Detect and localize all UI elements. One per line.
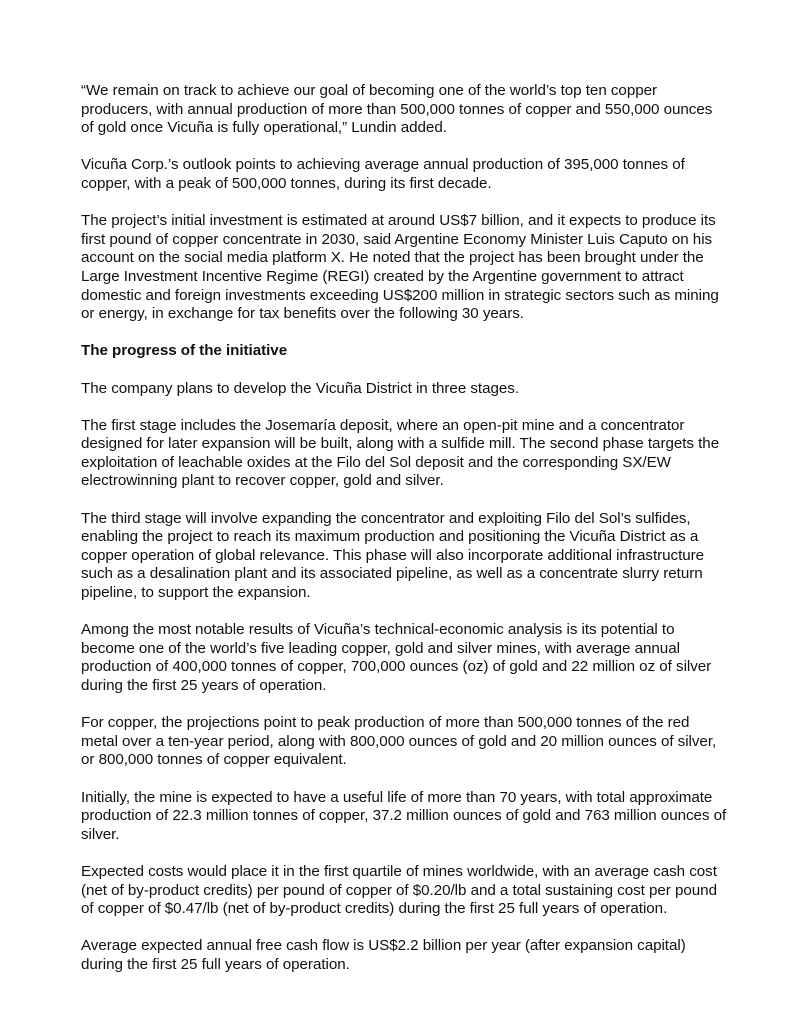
paragraph-mine-life: Initially, the mine is expected to have a useful life of more than 70 years, with total approximate production of 22.3 million tonnes of copper, 37.2 million ounces of gold and 763 million ounces of silver. [81, 788, 727, 843]
paragraph-three-stages: The company plans to develop the Vicuña District in three stages. [81, 379, 519, 397]
paragraph-vicuna-outlook: Vicuña Corp.’s outlook points to achieving average annual production of 395,000 tonnes of copper, with a peak of 500,000 tonnes, during its first decade. [81, 156, 685, 192]
paragraph-free-cash-flow: Average expected annual free cash flow is US$2.2 billion per year (after expansion capital) during the first 25 full years of operation. [81, 937, 686, 973]
article-body [81, 82, 729, 993]
paragraph-third-stage: The third stage will involve expanding the concentrator and exploiting Filo del Sol’s sulfides, enabling the project to reach its maximum production and positioning the Vicuña District as a copper operation of global relevance. This phase will also incorporate additional infrastructure such as a desalination plant and its associated pipeline, as well as a concentrate slurry return pipeline, to support the expansion. [81, 509, 705, 602]
section-heading: The progress of the initiative [81, 342, 288, 360]
paragraph-technical-economic-results: Among the most notable results of Vicuña’s technical-economic analysis is its potential to become one of the world’s five leading copper, gold and silver mines, with average annual production of 400,000 tonnes of copper, 700,000 ounces (oz) of gold and 22 million oz of silver during the first 25 years of operation. [81, 621, 712, 694]
paragraph-initial-investment: The project’s initial investment is estimated at around US$7 billion, and it expects to produce its first pound of copper concentrate in 2030, said Argentine Economy Minister Luis Caputo on his account on the social media platform X. He noted that the project has been brought under the Large Investment Incentive Regime (REGI) created by the Argentine government to attract domestic and foreign investments exceeding US$200 million in strategic sectors such as mining or energy, in exchange for tax benefits over the following 30 years. [81, 212, 719, 323]
paragraph-first-stage: The first stage includes the Josemaría deposit, where an open-pit mine and a concentrator designed for later expansion will be built, along with a sulfide mill. The second phase targets the exploitation of leachable oxides at the Filo del Sol deposit and the corresponding SX/EW electrowinning plant to recover copper, gold and silver. [81, 416, 720, 490]
paragraph-lundin-quote: “We remain on track to achieve our goal of becoming one of the world’s top ten copper producers, with annual production of more than 500,000 tonnes of copper and 550,000 ounces of gold once Vicuña is fully operational,” Lundin added. [81, 82, 713, 137]
paragraph-copper-peak-projections: For copper, the projections point to peak production of more than 500,000 tonnes of the red metal over a ten-year period, along with 800,000 ounces of gold and 20 million ounces of silver, or 800,000 tonnes of copper equivalent. [81, 714, 717, 769]
paragraph-expected-costs: Expected costs would place it in the first quartile of mines worldwide, with an average cash cost (net of by-product credits) per pound of copper of $0.20/lb and a total sustaining cost per pound of copper of $0.47/lb (net of by-product credits) during the first 25 full years of operation. [81, 862, 717, 918]
